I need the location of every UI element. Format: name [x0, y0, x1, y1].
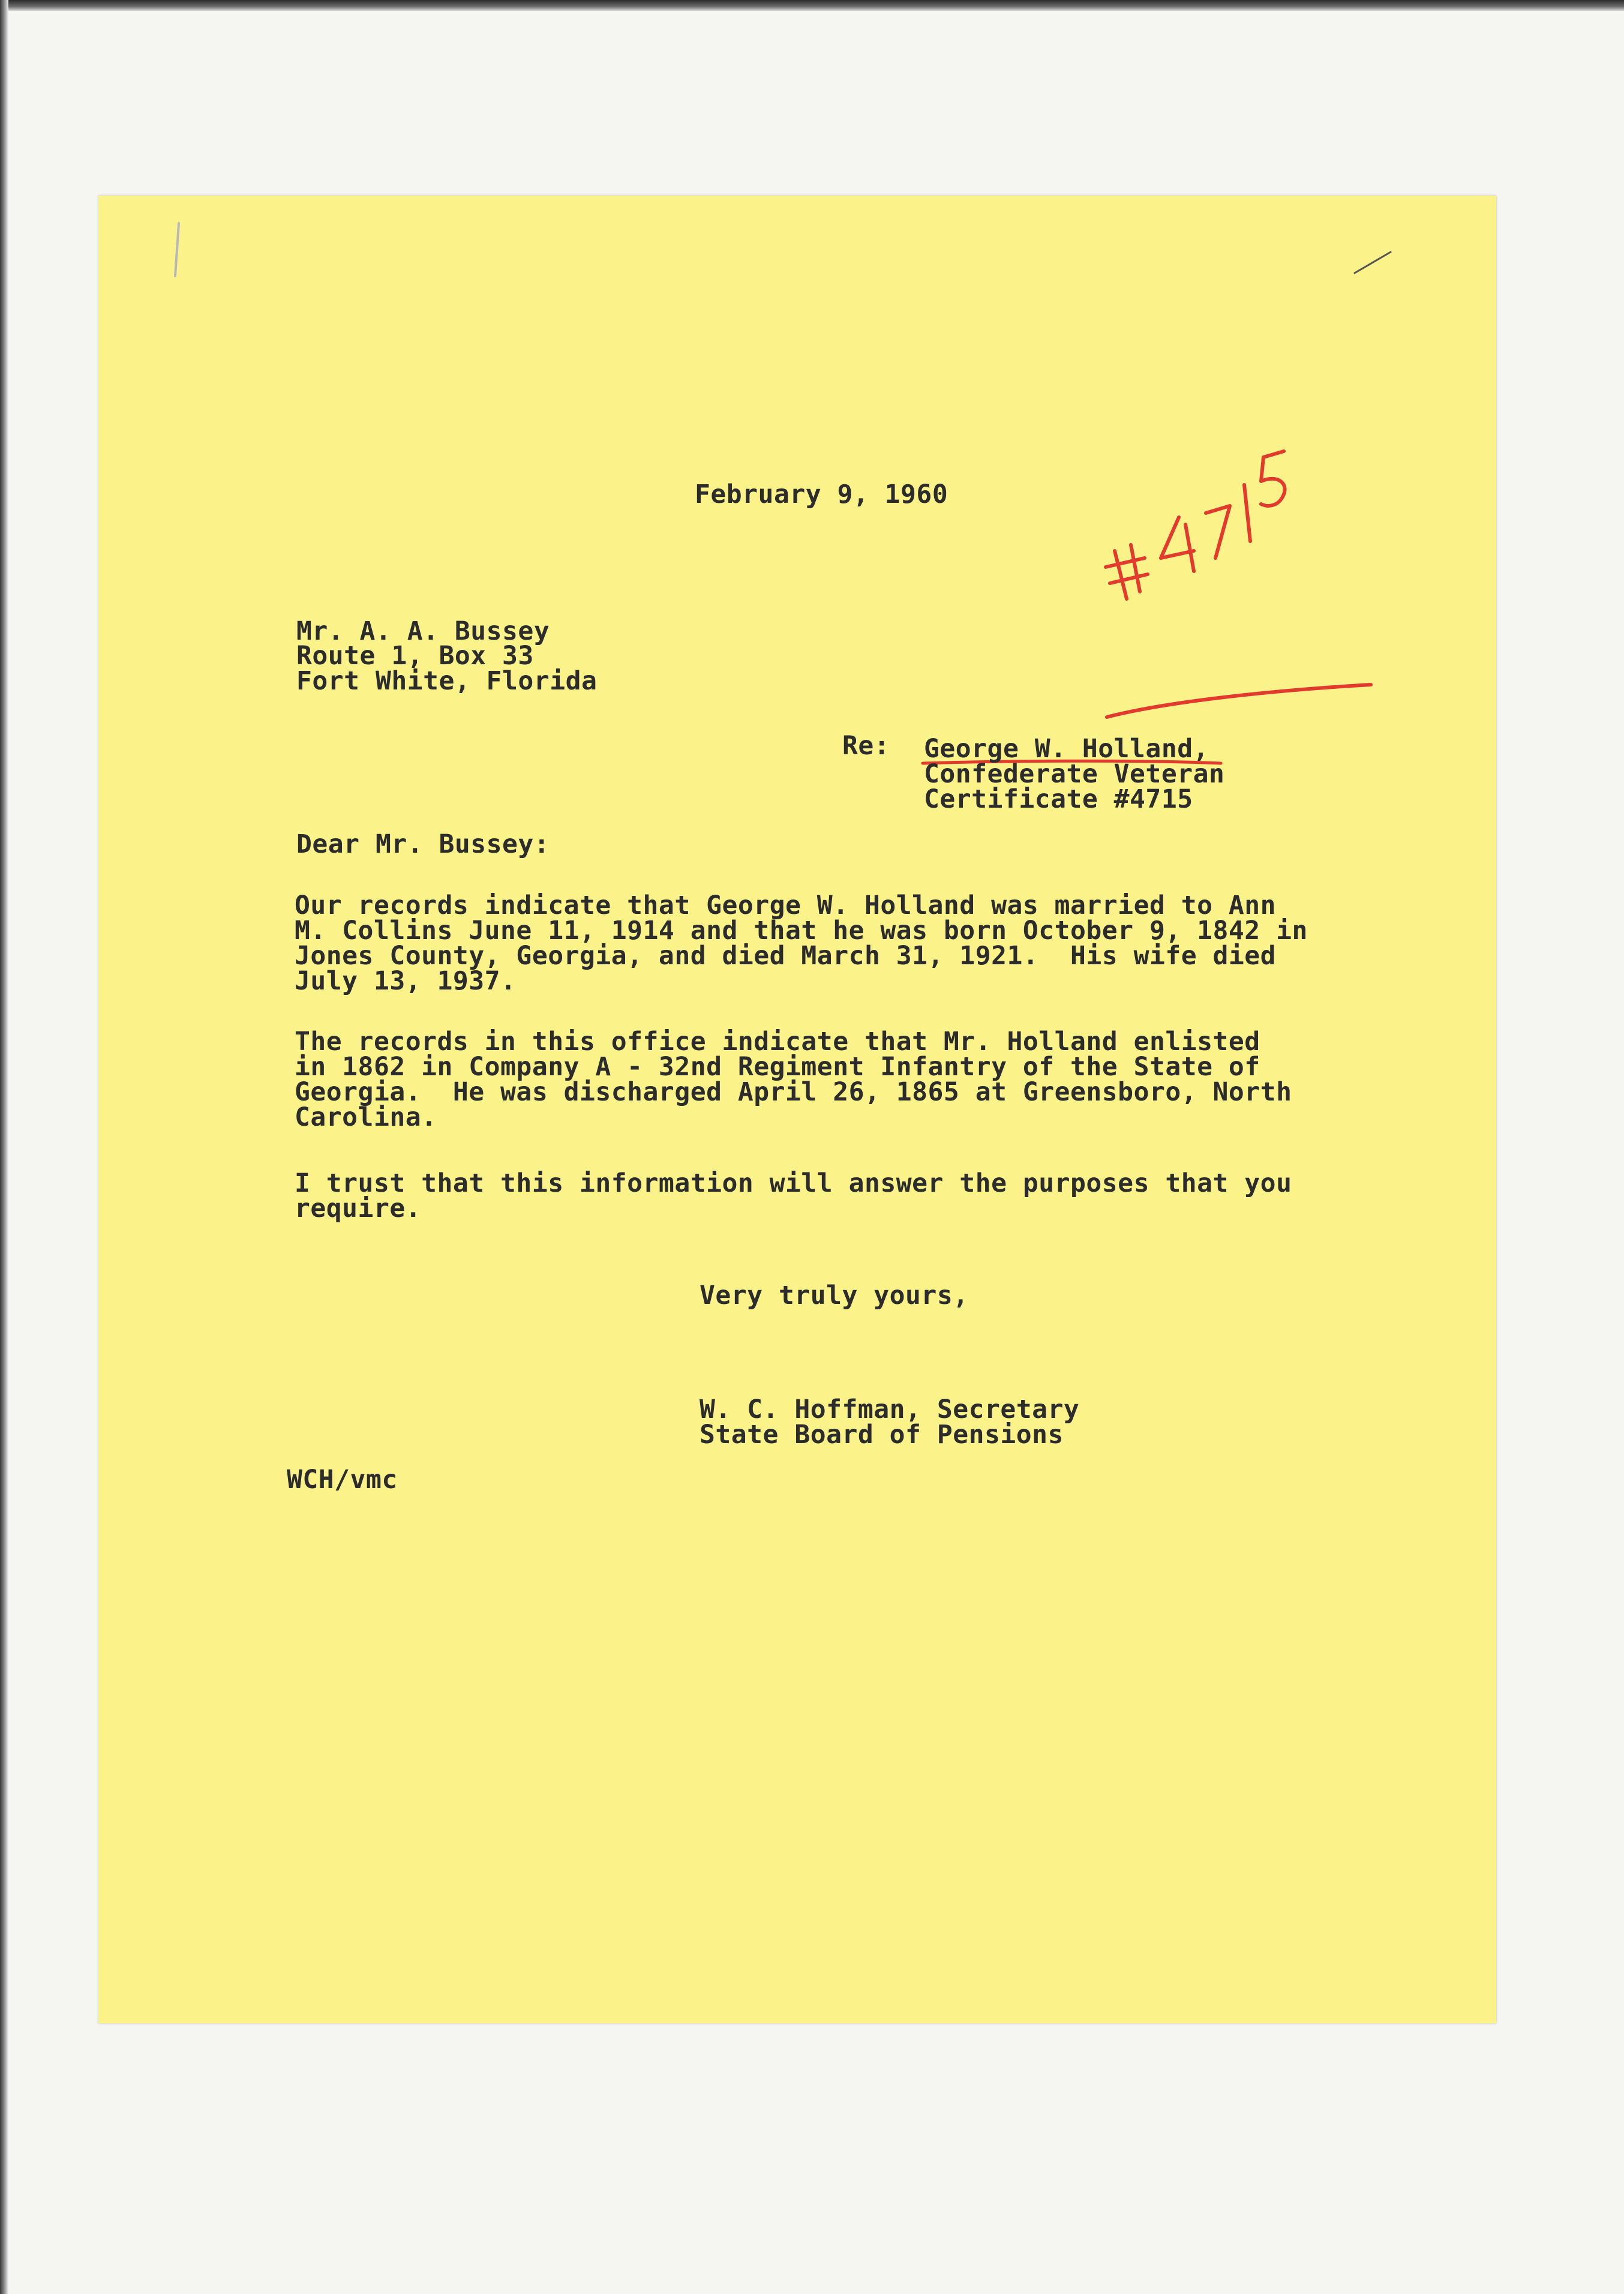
paragraph1-line: Our records indicate that George W. Holland was married to Ann [295, 890, 1277, 920]
paragraph2-line: Georgia. He was discharged April 26, 1865 at Greensboro, North [295, 1077, 1292, 1107]
paragraph2-line: Carolina. [295, 1102, 437, 1132]
closing: Very truly yours, [700, 1281, 969, 1311]
red-underline-stroke [1107, 685, 1371, 717]
typist-initials: WCH/vmc [287, 1465, 398, 1495]
salutation: Dear Mr. Bussey: [296, 829, 550, 859]
recipient-city: Fort White, Florida [296, 666, 598, 696]
reference-certificate: Certificate #4715 [924, 784, 1193, 814]
signer-office: State Board of Pensions [700, 1420, 1064, 1450]
pencil-mark-top-right [1355, 252, 1391, 273]
reference-name: George W. Holland, [924, 734, 1209, 764]
paragraph2-line: The records in this office indicate that Mr. Holland enlisted [295, 1027, 1260, 1057]
paragraph1-line: Jones County, Georgia, and died March 31, 1921. His wife died [295, 941, 1277, 971]
pencil-mark-left [175, 223, 179, 276]
paragraph2-line: in 1862 in Company A - 32nd Regiment Infantry of the State of [295, 1052, 1260, 1082]
signer-name-title: W. C. Hoffman, Secretary [700, 1395, 1080, 1425]
recipient-street: Route 1, Box 33 [296, 641, 534, 671]
reference-label: Re: [842, 731, 890, 761]
handwritten-notation-4715 [1106, 451, 1285, 599]
paragraph3-line: I trust that this information will answer the purposes that you [295, 1168, 1292, 1198]
paragraph1-line: July 13, 1937. [295, 966, 517, 996]
paragraph1-line: M. Collins June 11, 1914 and that he was born October 9, 1842 in [295, 916, 1308, 946]
letter-date: February 9, 1960 [695, 479, 948, 509]
recipient-name: Mr. A. A. Bussey [296, 616, 550, 646]
reference-status: Confederate Veteran [924, 759, 1225, 789]
paragraph3-line: require. [295, 1194, 422, 1224]
